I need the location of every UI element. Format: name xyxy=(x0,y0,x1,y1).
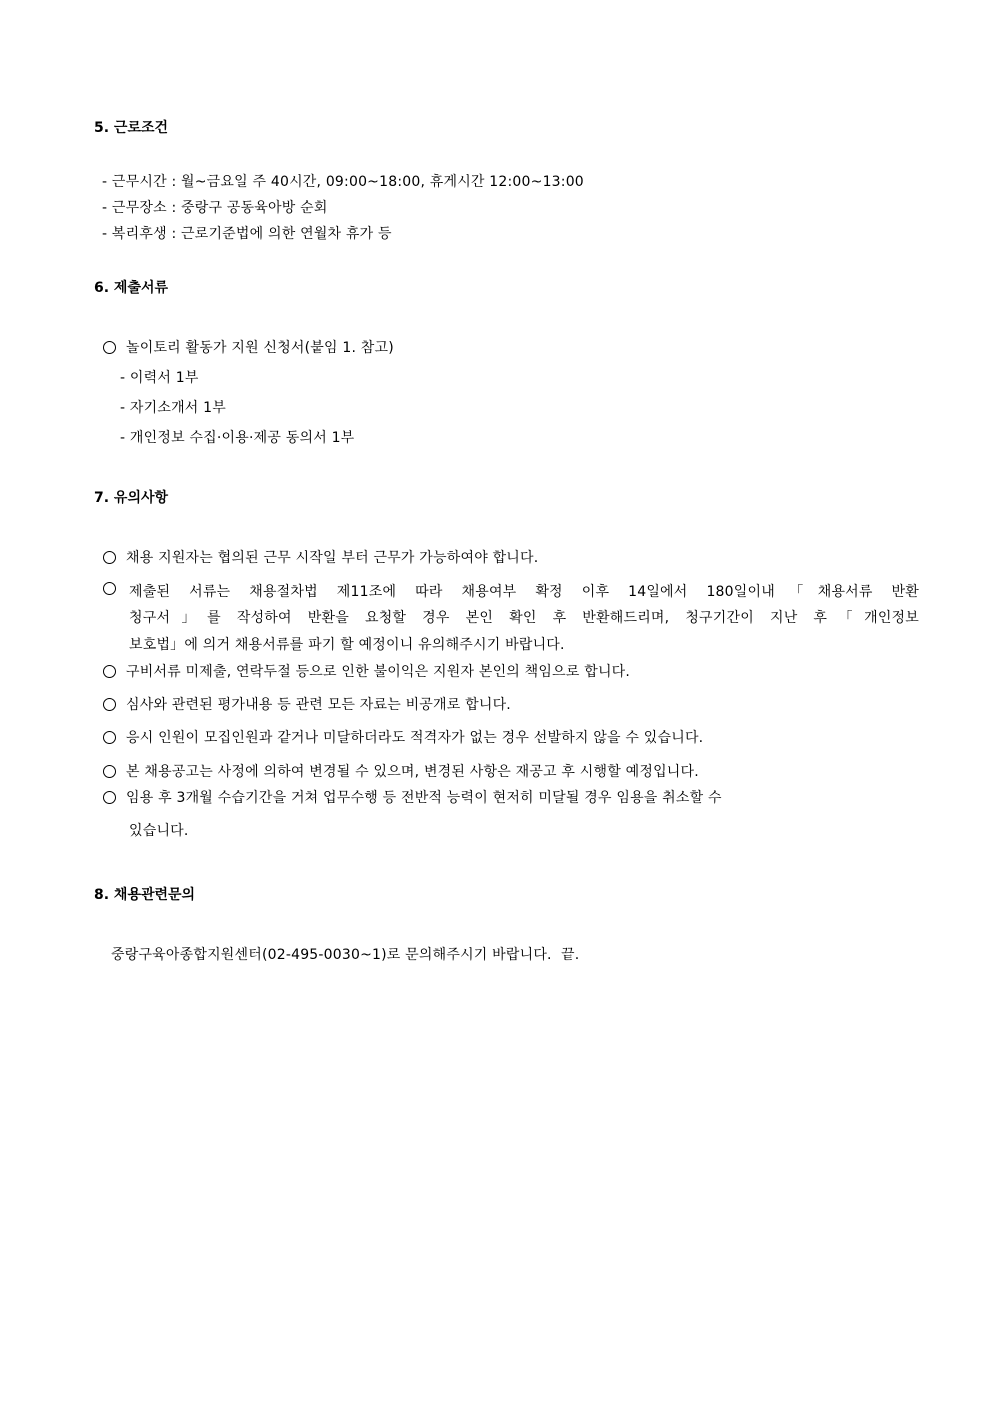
work-hours: - 근무시간 : 월~금요일 주 40시간, 09:00~18:00, 휴게시간 12:00~13:00 xyxy=(102,174,584,190)
notice-item xyxy=(103,547,538,567)
section-6-heading: 6. 제출서류 xyxy=(94,280,169,296)
doc-main-text: 놀이토리 활동가 지원 신청서(붙임 1. 참고) xyxy=(126,340,394,356)
notice-item xyxy=(103,761,699,781)
circle-bullet-icon xyxy=(103,731,116,744)
section-5-heading: 5. 근로조건 xyxy=(94,120,169,136)
doc-sub-consent: - 개인정보 수집·이용·제공 동의서 1부 xyxy=(120,430,355,446)
circle-bullet-icon xyxy=(103,341,116,354)
notice-text: 본 채용공고는 사정에 의하여 변경될 수 있으며, 변경된 사항은 재공고 후 시행할 예정입니다. xyxy=(126,764,699,780)
doc-sub-resume: - 이력서 1부 xyxy=(120,370,199,386)
doc-sub-intro: - 자기소개서 1부 xyxy=(120,400,227,416)
circle-bullet-icon xyxy=(103,551,116,564)
benefits: - 복리후생 : 근로기준법에 의한 연월차 휴가 등 xyxy=(102,226,392,242)
notice-text: 채용 지원자는 협의된 근무 시작일 부터 근무가 가능하여야 합니다. xyxy=(126,550,539,566)
notice-text: 청구서」를 작성하여 반환을 요청할 경우 본인 확인 후 반환해드리며, 청구기간이 지난 후「개인정보 xyxy=(129,610,919,626)
circle-bullet-icon xyxy=(103,698,116,711)
doc-main-item xyxy=(103,337,394,357)
circle-bullet-icon xyxy=(103,665,116,678)
notice-item xyxy=(103,727,703,747)
section-8-heading: 8. 채용관련문의 xyxy=(94,887,196,903)
circle-bullet-icon xyxy=(103,582,116,595)
notice-text: 응시 인원이 모집인원과 같거나 미달하더라도 적격자가 없는 경우 선발하지 않을 수 있습니다. xyxy=(126,730,704,746)
notice-text: 구비서류 미제출, 연락두절 등으로 인한 불이익은 지원자 본인의 책임으로 합니다. xyxy=(126,664,631,680)
notice-item xyxy=(103,661,630,681)
notice-item xyxy=(103,694,511,714)
section-7-heading: 7. 유의사항 xyxy=(94,490,169,506)
notice-text: 제출된 서류는 채용절차법 제11조에 따라 채용여부 확정 이후 14일에서 180일이내「채용서류 반환 xyxy=(129,584,919,600)
circle-bullet-icon xyxy=(103,765,116,778)
contact-text: 중랑구육아종합지원센터(02-495-0030~1)로 문의해주시기 바랍니다. 끝. xyxy=(111,947,580,963)
notice-text: 있습니다. xyxy=(129,823,189,839)
notice-text: 임용 후 3개월 수습기간을 거쳐 업무수행 등 전반적 능력이 현저히 미달될 경우 임용을 취소할 수 xyxy=(126,790,722,806)
circle-bullet-icon xyxy=(103,791,116,804)
notice-text: 보호법」에 의거 채용서류를 파기 할 예정이니 유의해주시기 바랍니다. xyxy=(129,637,565,653)
notice-text: 심사와 관련된 평가내용 등 관련 모든 자료는 비공개로 합니다. xyxy=(126,697,511,713)
work-location: - 근무장소 : 중랑구 공동육아방 순회 xyxy=(102,200,328,216)
notice-item xyxy=(103,787,722,807)
notice-item xyxy=(103,581,126,597)
